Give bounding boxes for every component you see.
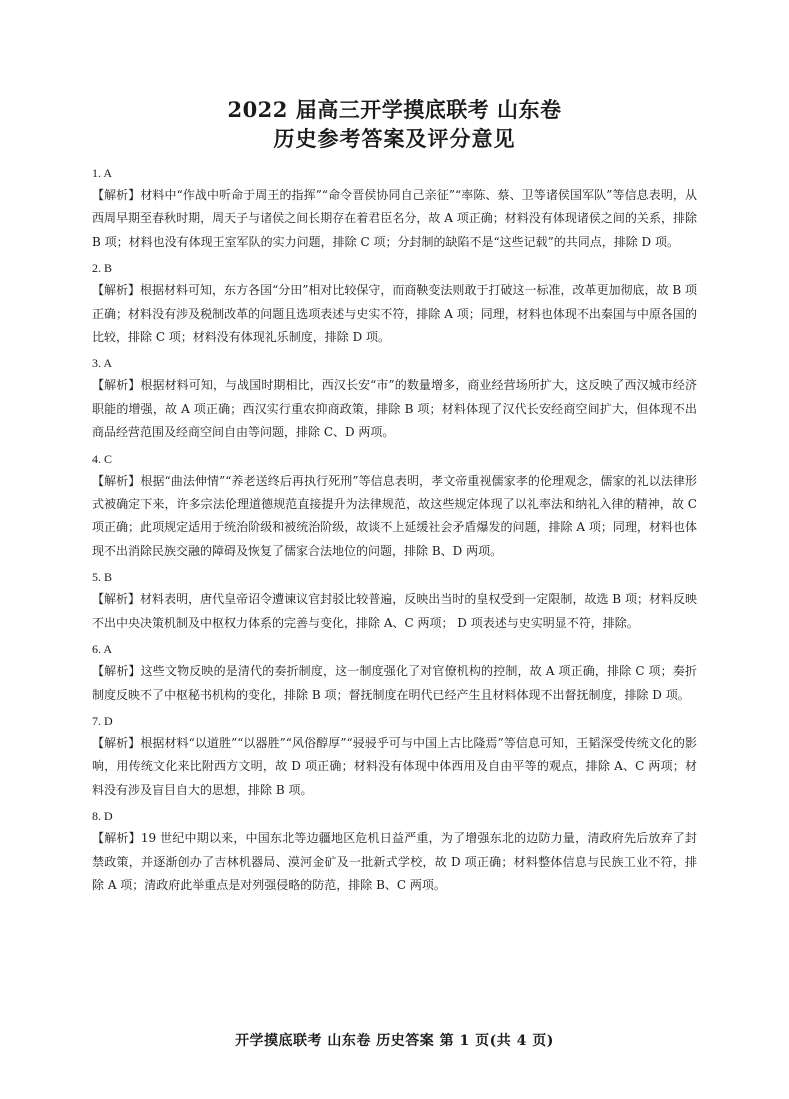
question-number: 5. B <box>92 570 113 585</box>
question-6 <box>92 638 697 707</box>
page-title: 2022 届高三开学摸底联考 山东卷 <box>227 97 562 122</box>
question-analysis: 【解析】这些文物反映的是清代的奏折制度，这一制度强化了对官僚机构的控制，故 A 项正确，排除 C 项；奏折制度反映不了中枢秘书机构的变化，排除 B 项；督抚制度在明代已经产生且材料体现不出督抚制度，排除 D 项。 <box>92 664 697 702</box>
question-analysis: 【解析】根据“曲法伸情”“养老送终后再执行死刑”等信息表明，孝文帝重视儒家孝的伦理观念，儒家的礼以法律形式被确定下来，许多宗法伦理道德规范直接提升为法律规范，故这些规定体现了以礼率法和纳礼入律的精神，故 C 项正确；此项规定适用于统治阶级和被统治阶级，故谈不上延缓社会矛盾爆发的问题，排除 A 项；同理，材料也体现不出消除民族交融的障碍及恢复了儒家合法地位的问题，排除 B、D 两项。 <box>92 473 697 558</box>
question-analysis: 【解析】19 世纪中期以来，中国东北等边疆地区危机日益严重，为了增强东北的边防力量，清政府先后放弃了封禁政策，并逐渐创办了吉林机器局、漠河金矿及一批新式学校，故 D 项正确；材料整体信息与民族工业不符，排除 A 项；清政府此举重点是对列强侵略的防范，排除 B、C 两项。 <box>92 831 697 892</box>
question-1 <box>92 162 697 254</box>
question-5 <box>92 566 697 635</box>
question-7 <box>92 710 697 802</box>
question-number: 4. C <box>92 451 113 466</box>
question-8 <box>92 805 697 897</box>
question-number: 7. D <box>92 713 113 728</box>
page-subtitle: 历史参考答案及评分意见 <box>273 126 516 151</box>
question-4 <box>92 448 697 564</box>
question-number: 8. D <box>92 809 113 824</box>
question-analysis: 【解析】材料中“作战中听命于周王的指挥”“命令晋侯协同自己亲征”“率陈、蔡、卫等诸侯国军队”等信息表明，从西周早期至春秋时期，周天子与诸侯之间长期存在着君臣名分，故 A 项正确；材料没有体现诸侯之间的关系，排除 B 项；材料也没有体现王室军队的实力问题，排除 C 项；分封制的缺陷不是“这些记载”的共同点，排除 D 项。 <box>92 188 697 249</box>
question-number: 2. B <box>92 261 113 276</box>
question-analysis: 【解析】根据材料可知，与战国时期相比，西汉长安“市”的数量增多，商业经营场所扩大，这反映了西汉城市经济职能的增强，故 A 项正确；西汉实行重农抑商政策，排除 B 项；材料体现了汉代长安经商空间扩大，但体现不出商品经营范围及经商空间自由等问题，排除 C、D 两项。 <box>92 378 697 440</box>
page-footer: 开学摸底联考 山东卷 历史答案 第 1 页(共 4 页) <box>235 1033 554 1049</box>
question-analysis: 【解析】材料表明，唐代皇帝诏令遭谏议官封驳比较普遍，反映出当时的皇权受到一定限制，故选 B 项；材料反映不出中央决策机制及中枢权力体系的完善与变化，排除 A、C 两项； D 项表述与史实明显不符，排除。 <box>92 592 697 630</box>
question-3 <box>92 352 697 444</box>
question-number: 6. A <box>92 642 113 657</box>
question-analysis: 【解析】根据材料“以道胜”“以器胜”“风俗醇厚”“骎骎乎可与中国上古比隆焉”等信息可知，王韬深受传统文化的影响，用传统文化来比附西方文明，故 D 项正确；材料没有体现中体西用及自由平等的观点，排除 A、C 两项；材料没有涉及盲目自大的思想，排除 B 项。 <box>92 735 697 797</box>
question-analysis: 【解析】根据材料可知，东方各国“分田”相对比较保守，而商鞅变法则敢于打破这一标准，改革更加彻底，故 B 项正确；材料没有涉及税制改革的问题且选项表述与史实不符，排除 A 项；同理，材料也体现不出秦国与中原各国的比较，排除 C 项；材料没有体现礼乐制度，排除 D 项。 <box>92 283 697 345</box>
question-number: 1. A <box>92 166 113 180</box>
question-number: 3. A <box>92 356 113 371</box>
question-2 <box>92 257 697 349</box>
